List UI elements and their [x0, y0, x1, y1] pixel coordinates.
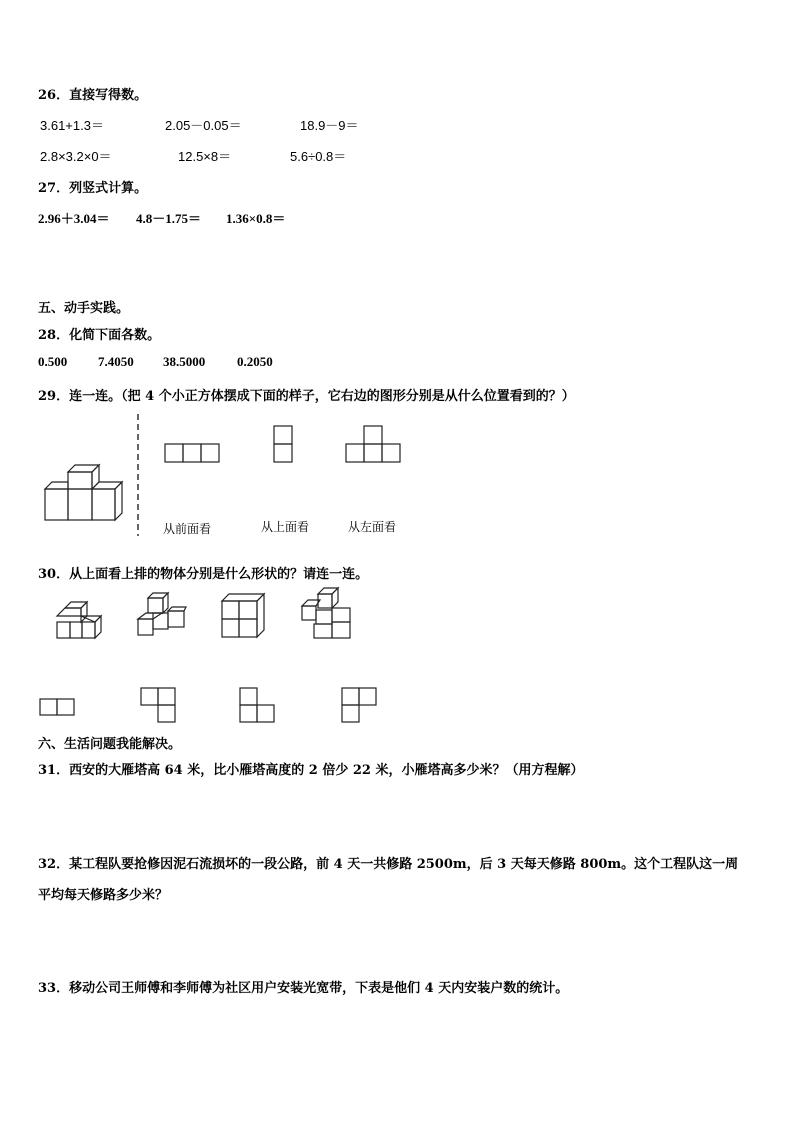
q30-object-4: [300, 588, 354, 640]
q33-title: 33．移动公司王师傅和李师傅为社区用户安装光宽带，下表是他们 4 天内安装户数的统计。: [38, 981, 569, 996]
q29-label-front: 从前面看: [163, 522, 212, 536]
q29-dashed-divider: [136, 414, 140, 536]
q27-title: 27．列竖式计算。: [38, 181, 148, 196]
q30-object-3: [222, 594, 268, 640]
q29-label-top: 从上面看: [261, 520, 310, 534]
q27-item-1: 2.96＋3.04＝: [38, 211, 110, 226]
q30-shape-4: [342, 688, 378, 724]
q29-view-column2: [274, 426, 294, 464]
q26-expr-5: 12.5×8＝: [178, 149, 232, 164]
q32-line-1: 32．某工程队要抢修因泥石流损坏的一段公路，前 4 天一共修路 2500m，后 3 天每天修路 800m。这个工程队这一周: [38, 857, 739, 872]
q28-title: 28．化简下面各数。: [38, 328, 161, 343]
q28-item-2: 7.4050: [98, 354, 134, 369]
q29-label-left: 从左面看: [348, 520, 397, 534]
q29-cube-stack-figure: [45, 462, 125, 522]
q29-view-t-shape: [346, 426, 404, 464]
q30-object-2: [138, 593, 188, 641]
q28-item-4: 0.2050: [237, 354, 273, 369]
q30-shape-3: [240, 688, 276, 724]
q28-item-1: 0.500: [38, 354, 68, 369]
q26-expr-6: 5.6÷0.8＝: [290, 149, 347, 164]
q29-title: 29．连一连。（把 4 个小正方体摆成下面的样子，它右边的图形分别是从什么位置看到的？）: [38, 389, 575, 404]
q28-item-3: 38.5000: [163, 354, 206, 369]
q29-view-row3: [165, 444, 221, 464]
q26-title: 26．直接写得数。: [38, 88, 148, 103]
q26-expr-1: 3.61+1.3＝: [40, 118, 104, 133]
q30-shape-2: [141, 688, 177, 724]
q31-title: 31．西安的大雁塔高 64 米，比小雁塔高度的 2 倍少 22 米，小雁塔高多少米？（用方程解）: [38, 763, 584, 778]
section6-title: 六、生活问题我能解决。: [38, 737, 182, 752]
q30-title: 30．从上面看上排的物体分别是什么形状的？请连一连。: [38, 567, 369, 582]
q30-shape-1: [40, 699, 76, 717]
q27-item-3: 1.36×0.8＝: [226, 211, 286, 226]
q27-item-2: 4.8－1.75＝: [136, 211, 202, 226]
q26-expr-2: 2.05－0.05＝: [165, 118, 242, 133]
q32-line-2: 平均每天修路多少米？: [38, 888, 169, 903]
section5-title: 五、动手实践。: [38, 301, 130, 316]
q26-expr-3: 18.9－9＝: [300, 118, 359, 133]
q30-object-1: [57, 602, 107, 642]
q26-expr-4: 2.8×3.2×0＝: [40, 149, 112, 164]
